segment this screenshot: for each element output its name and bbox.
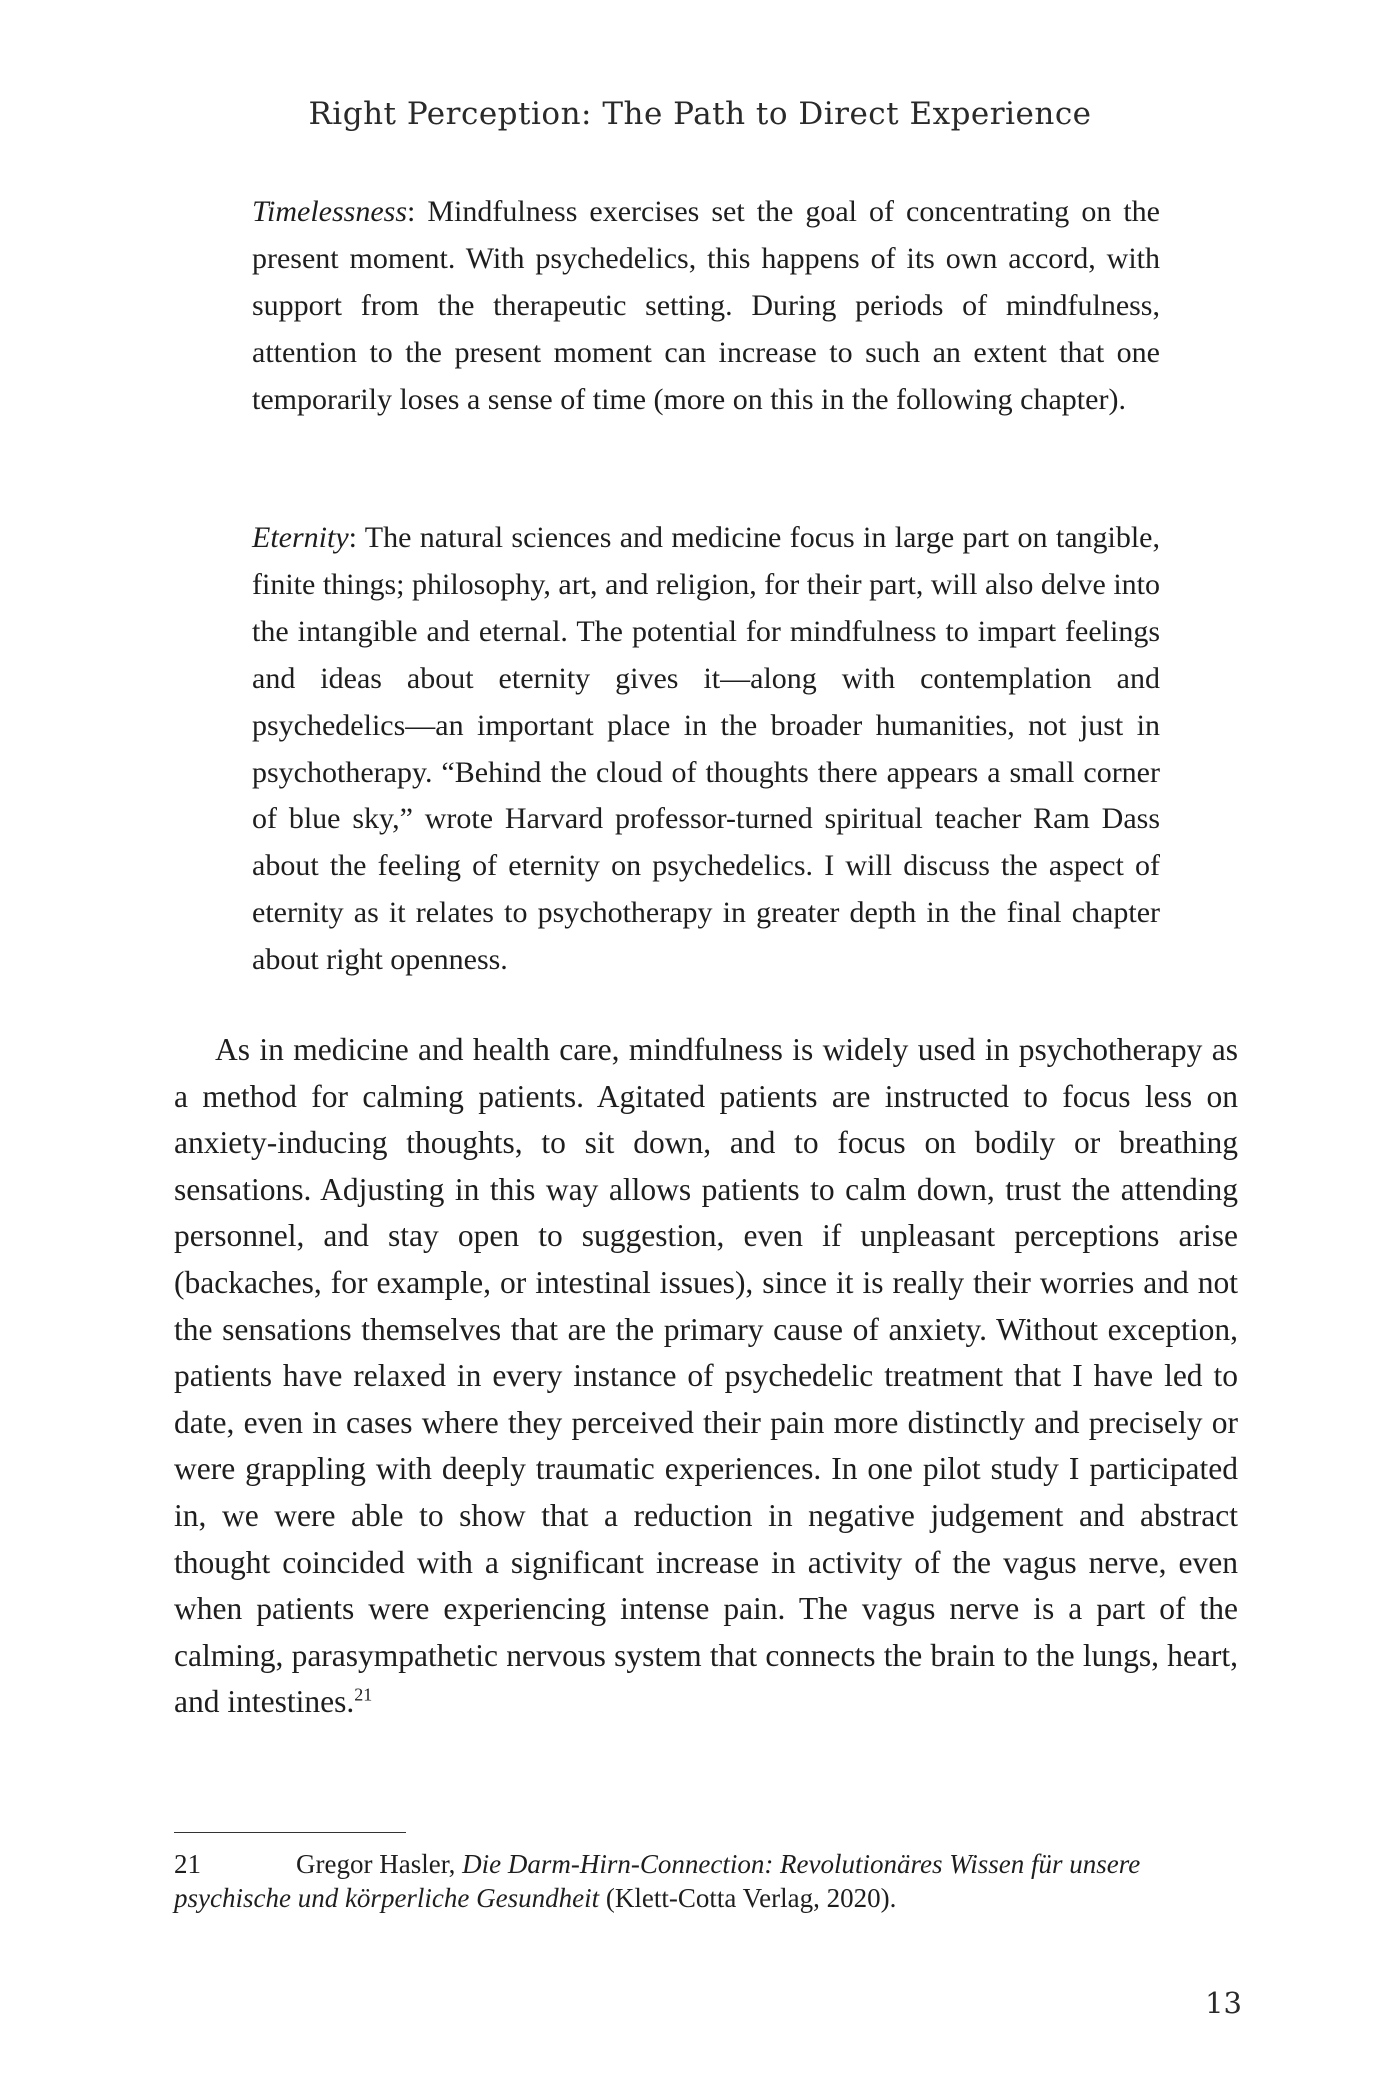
footnote-reference[interactable]: 21 bbox=[354, 1684, 373, 1705]
body-paragraph bbox=[174, 1027, 1238, 1726]
eternity-text: : The natural sciences and medicine focus in large part on tangible, finite things; philosophy, art, and religion, for their part, will also delve into the intangible and eternal. The potential for mindfulness to impart feelings and ideas about eternity gives it—along with contemplation and psychedelics—an important place in the broader humanities, not just in psychotherapy. “Behind the cloud of thoughts there appears a small corner of blue sky,” wrote Harvard professor-turned spiritual teacher Ram Dass about the feeling of eternity on psychedelics. I will discuss the aspect of eternity as it relates to psychotherapy in greater depth in the final chapter about right openness. bbox=[252, 521, 1160, 977]
footnote-author: Gregor Hasler, bbox=[296, 1849, 463, 1879]
body-paragraph-text: As in medicine and health care, mindfulness is widely used in psychotherapy as a method for calming patients. Agitated patients are instructed to focus less on anxiety-inducing thoughts, to sit down, and to focus on bodily or breathing sensations. Adjusting in this way allows patients to calm down, trust the attending personnel, and stay open to suggestion, even if unpleasant perceptions arise (backaches, for example, or intestinal issues), since it is really their worries and not the sensations themselves that are the primary cause of anxiety. Without exception, patients have relaxed in every instance of psychedelic treatment that I have led to date, even in cases where they perceived their pain more distinctly and precisely or were grappling with deeply traumatic experiences. In one pilot study I participated in, we were able to show that a reduction in negative judgement and abstract thought coincided with a significant increase in activity of the vagus nerve, even when patients were experiencing intense pain. The vagus nerve is a part of the calming, parasympathetic nervous system that connects the brain to the lungs, heart, and intestines. bbox=[174, 1032, 1238, 1720]
timelessness-text: : Mindfulness exercises set the goal of concentrating on the present moment. With psychedelics, this happens of its own accord, with support from the therapeutic setting. During periods of mindfulness, attention to the present moment can increase to such an extent that one temporarily loses a sense of time (more on this in the following chapter). bbox=[252, 195, 1160, 416]
timelessness-term: Timelessness bbox=[252, 195, 408, 228]
footnote-divider bbox=[174, 1832, 406, 1833]
eternity-paragraph bbox=[252, 515, 1160, 984]
timelessness-paragraph bbox=[252, 189, 1160, 424]
eternity-term: Eternity bbox=[252, 521, 349, 554]
footnote-publisher: (Klett-Cotta Verlag, 2020). bbox=[599, 1883, 897, 1913]
page-number: 13 bbox=[1205, 1986, 1242, 2020]
footnote-number: 21 bbox=[174, 1849, 201, 1879]
running-head: Right Perception: The Path to Direct Experience bbox=[308, 96, 1092, 132]
footnote-title: Die Darm-Hirn-Connection: Revolutionäres Wissen für unsere psychische und körperliche Gesundheit bbox=[174, 1849, 1141, 1913]
footnote bbox=[174, 1847, 1174, 1915]
